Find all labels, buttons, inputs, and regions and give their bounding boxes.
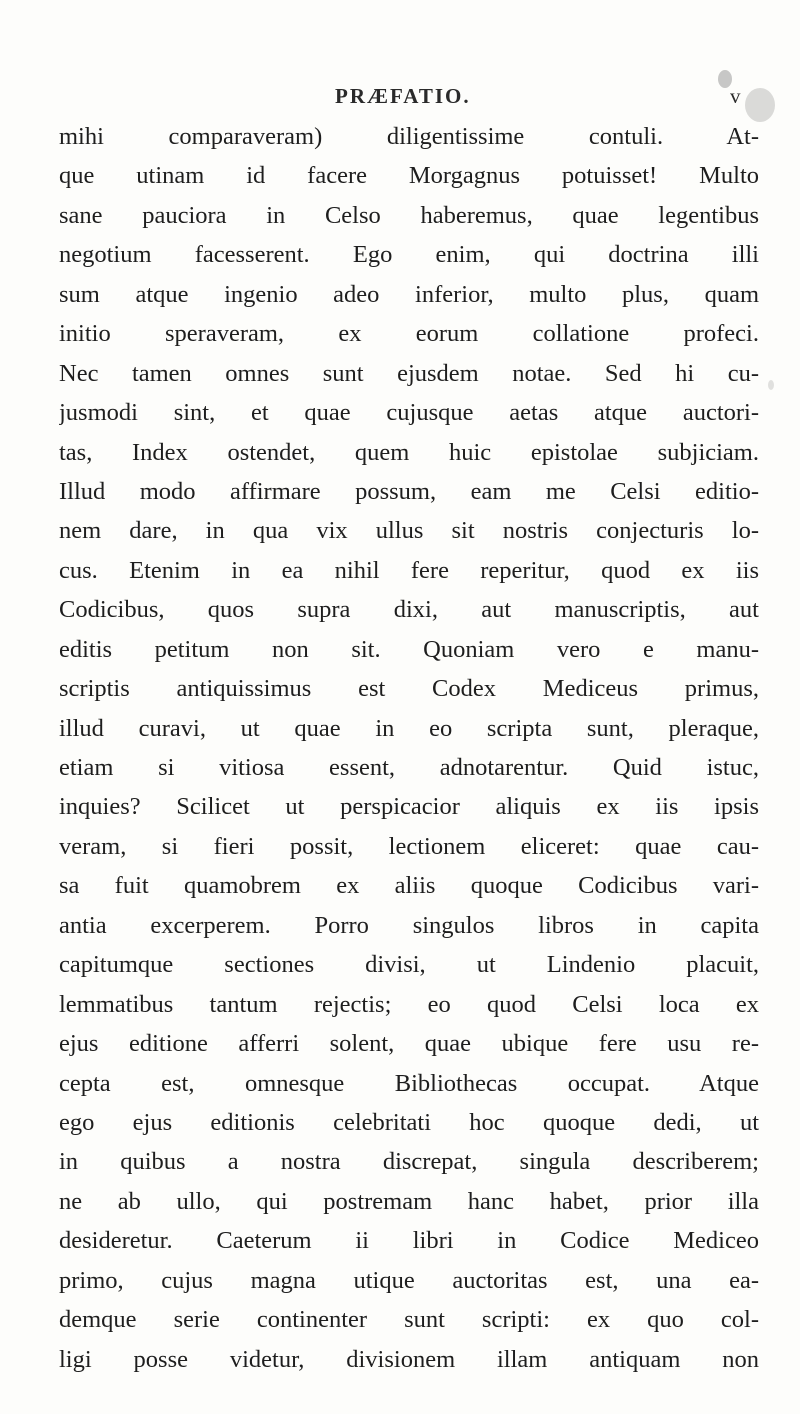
text-line: inquies? Scilicet ut perspicacior aliquis ex iis ipsis — [59, 793, 759, 821]
text-line: in quibus a nostra discrepat, singula describerem; — [59, 1148, 759, 1176]
text-line: veram, si fieri possit, lectionem eliceret: quae cau- — [59, 832, 759, 860]
text-line: demque serie continenter sunt scripti: ex quo col- — [59, 1306, 759, 1334]
ink-blot-mark — [718, 70, 732, 88]
text-line: ne ab ullo, qui postremam hanc habet, prior illa — [59, 1187, 759, 1215]
text-line: que utinam id facere Morgagnus potuisset! Multo — [59, 162, 759, 190]
text-line: lemmatibus tantum rejectis; eo quod Celsi loca ex — [59, 990, 759, 1018]
text-line: antia excerperem. Porro singulos libros in capita — [59, 911, 759, 939]
text-line: desideretur. Caeterum ii libri in Codice Mediceo — [59, 1227, 759, 1255]
text-line: editis petitum non sit. Quoniam vero e manu- — [59, 635, 759, 663]
text-line: Codicibus, quos supra dixi, aut manuscriptis, aut — [59, 596, 759, 624]
text-line: illud curavi, ut quae in eo scripta sunt, pleraque, — [59, 714, 759, 742]
text-line: sum atque ingenio adeo inferior, multo plus, quam — [59, 280, 759, 308]
text-line: ego ejus editionis celebritati hoc quoque dedi, ut — [59, 1108, 759, 1136]
page-number: v — [730, 84, 741, 108]
text-line: ejus editione afferri solent, quae ubique fere usu re- — [59, 1030, 759, 1058]
body-text — [59, 117, 759, 1379]
text-line: primo, cujus magna utique auctoritas est, una ea- — [59, 1266, 759, 1294]
text-line: cus. Etenim in ea nihil fere reperitur, quod ex iis — [59, 556, 759, 584]
text-line: Nec tamen omnes sunt ejusdem notae. Sed hi cu- — [59, 359, 759, 387]
text-line: scriptis antiquissimus est Codex Mediceus primus, — [59, 675, 759, 703]
text-line: initio speraveram, ex eorum collatione profeci. — [59, 320, 759, 348]
text-line: nem dare, in qua vix ullus sit nostris conjecturis lo- — [59, 517, 759, 545]
text-line: ligi posse videtur, divisionem illam antiquam non — [59, 1345, 759, 1373]
text-line: Illud modo affirmare possum, eam me Celsi editio- — [59, 477, 759, 505]
running-head — [0, 84, 800, 112]
text-line: capitumque sectiones divisi, ut Lindenio placuit, — [59, 951, 759, 979]
text-line: negotium facesserent. Ego enim, qui doctrina illi — [59, 241, 759, 269]
margin-stain-mark — [768, 380, 774, 390]
text-line: mihi comparaveram) diligentissime contuli. At- — [59, 123, 759, 150]
text-line: etiam si vitiosa essent, adnotarentur. Quid istuc, — [59, 754, 759, 781]
text-line: sa fuit quamobrem ex aliis quoque Codicibus vari- — [59, 872, 759, 900]
text-line: sane pauciora in Celso haberemus, quae legentibus — [59, 201, 759, 229]
running-title: PRÆFATIO. — [335, 84, 471, 108]
text-line: cepta est, omnesque Bibliothecas occupat. Atque — [59, 1069, 759, 1097]
text-line: tas, Index ostendet, quem huic epistolae subjiciam. — [59, 438, 759, 466]
text-line: jusmodi sint, et quae cujusque aetas atque auctori- — [59, 399, 759, 427]
